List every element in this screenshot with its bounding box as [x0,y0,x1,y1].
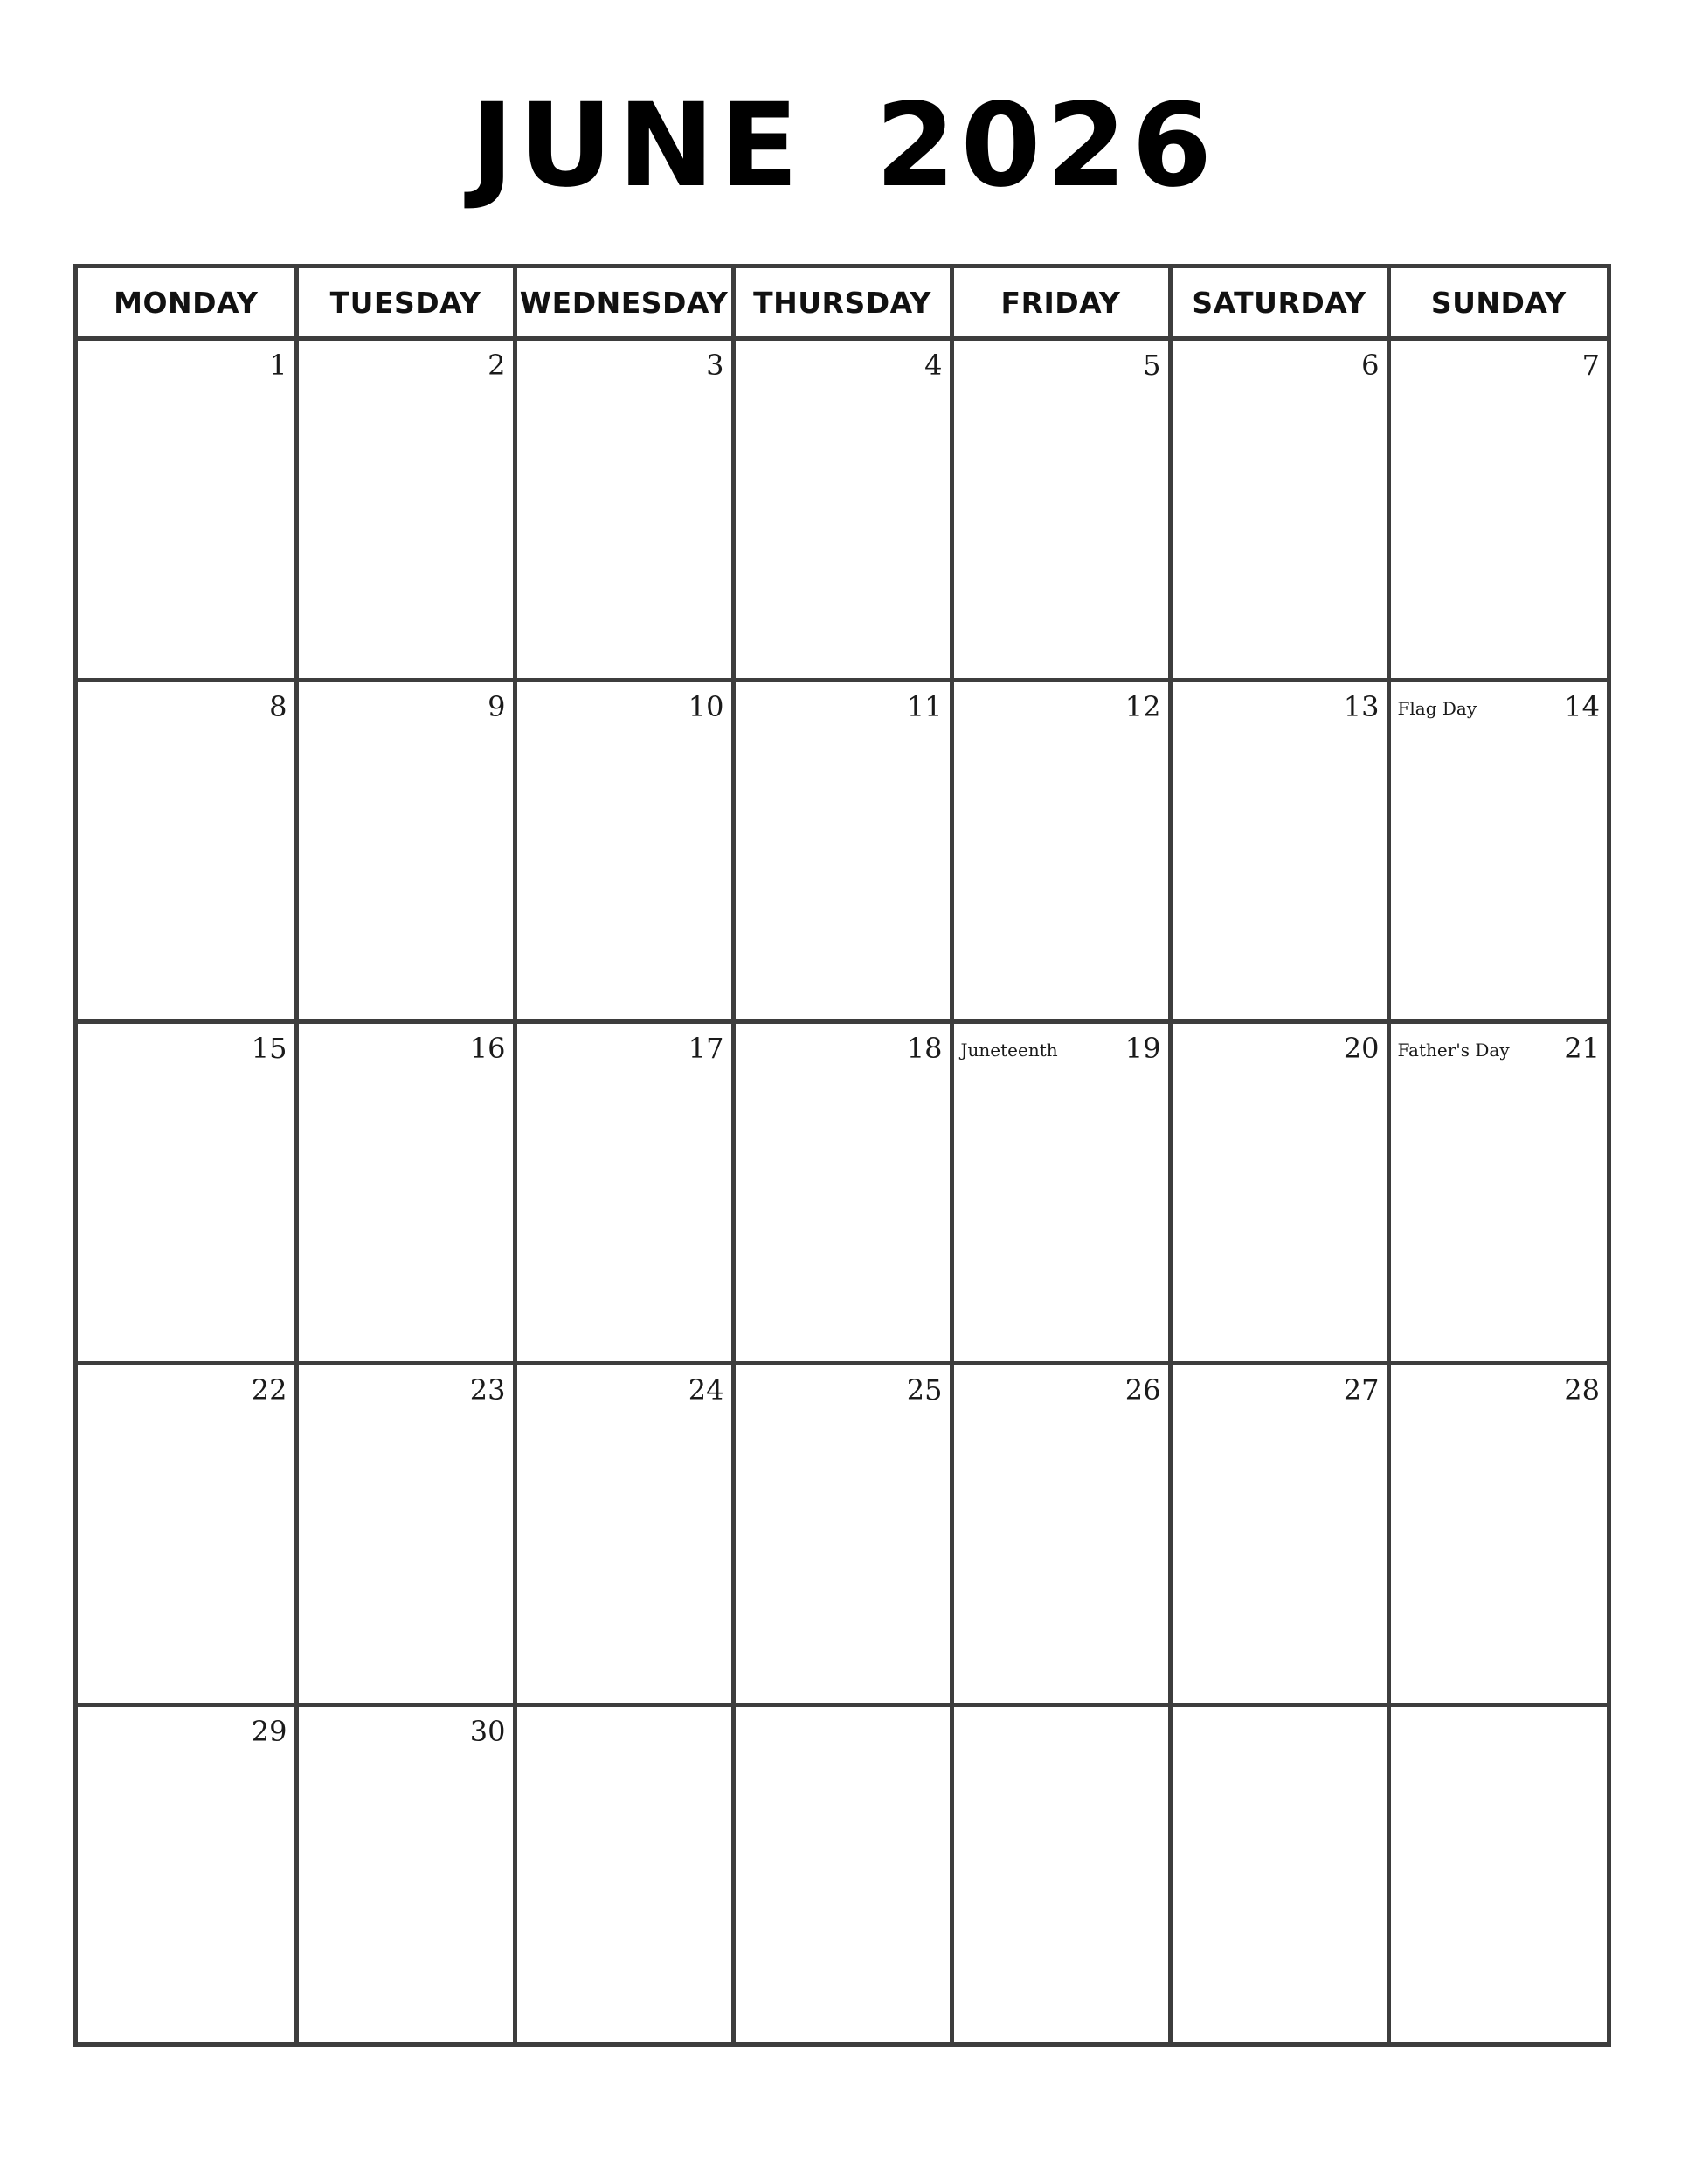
day-cell[interactable] [951,339,1170,681]
day-number: 21 [1564,1032,1600,1065]
day-number: 24 [688,1373,724,1406]
day-cell[interactable] [1388,681,1607,1022]
day-number: 22 [251,1373,287,1406]
day-number: 16 [469,1032,506,1065]
day-cell-empty [951,1705,1170,2045]
day-number: 12 [1124,690,1161,723]
day-cell[interactable] [1388,339,1607,681]
week-row [78,1022,1607,1364]
day-cell[interactable] [78,681,296,1022]
day-number: 7 [1581,349,1600,382]
day-cell[interactable] [515,681,733,1022]
calendar-title: JUNE 2026 [470,79,1218,213]
day-cell[interactable] [515,339,733,681]
day-number: 9 [488,690,506,723]
day-cell[interactable] [951,1022,1170,1364]
day-cell[interactable] [1170,1364,1388,1705]
day-number: 26 [1124,1373,1161,1406]
day-number: 11 [906,690,943,723]
week-row [78,339,1607,681]
calendar-grid [73,264,1611,2047]
day-number: 3 [706,349,724,382]
weekday-header: WEDNESDAY [515,268,733,339]
day-number: 13 [1343,690,1380,723]
day-cell-empty [515,1705,733,2045]
day-cell[interactable] [78,339,296,681]
day-cell[interactable] [296,1705,515,2045]
day-number: 2 [488,349,506,382]
day-number: 28 [1564,1373,1600,1406]
day-cell[interactable] [951,681,1170,1022]
day-number: 19 [1124,1032,1161,1065]
day-cell-empty [1170,1705,1388,2045]
day-cell[interactable] [1170,1022,1388,1364]
day-number: 4 [924,349,943,382]
day-cell[interactable] [296,1022,515,1364]
day-cell[interactable] [78,1705,296,2045]
day-number: 20 [1343,1032,1380,1065]
day-cell[interactable] [1170,681,1388,1022]
day-cell-empty [733,1705,951,2045]
holiday-label: Father's Day [1397,1040,1510,1061]
day-number: 18 [906,1032,943,1065]
day-number: 8 [269,690,287,723]
day-cell[interactable] [1170,339,1388,681]
weekday-header: THURSDAY [733,268,951,339]
day-number: 15 [251,1032,287,1065]
weekday-header-row [78,268,1607,339]
holiday-label: Juneteenth [960,1040,1058,1061]
day-cell[interactable] [1388,1022,1607,1364]
holiday-label: Flag Day [1397,698,1477,719]
day-number: 27 [1343,1373,1380,1406]
day-cell[interactable] [78,1022,296,1364]
week-row [78,1705,1607,2045]
day-cell[interactable] [1388,1364,1607,1705]
day-number: 29 [251,1715,287,1748]
weekday-header: FRIDAY [951,268,1170,339]
day-cell[interactable] [733,681,951,1022]
calendar-table [78,268,1607,2044]
day-cell[interactable] [515,1364,733,1705]
day-cell[interactable] [951,1364,1170,1705]
day-number: 14 [1564,690,1600,723]
day-cell[interactable] [733,1364,951,1705]
day-number: 5 [1143,349,1161,382]
day-number: 6 [1361,349,1380,382]
day-number: 30 [469,1715,506,1748]
week-row [78,1364,1607,1705]
weekday-header: SUNDAY [1388,268,1607,339]
day-cell[interactable] [78,1364,296,1705]
day-number: 17 [688,1032,724,1065]
weekday-header: TUESDAY [296,268,515,339]
day-number: 1 [269,349,287,382]
day-cell[interactable] [296,681,515,1022]
day-cell[interactable] [296,339,515,681]
day-cell[interactable] [515,1022,733,1364]
day-number: 25 [906,1373,943,1406]
weekday-header: SATURDAY [1170,268,1388,339]
day-cell[interactable] [733,1022,951,1364]
day-cell[interactable] [733,339,951,681]
day-cell[interactable] [296,1364,515,1705]
day-cell-empty [1388,1705,1607,2045]
weekday-header: MONDAY [78,268,296,339]
week-row [78,681,1607,1022]
day-number: 23 [469,1373,506,1406]
day-number: 10 [688,690,724,723]
